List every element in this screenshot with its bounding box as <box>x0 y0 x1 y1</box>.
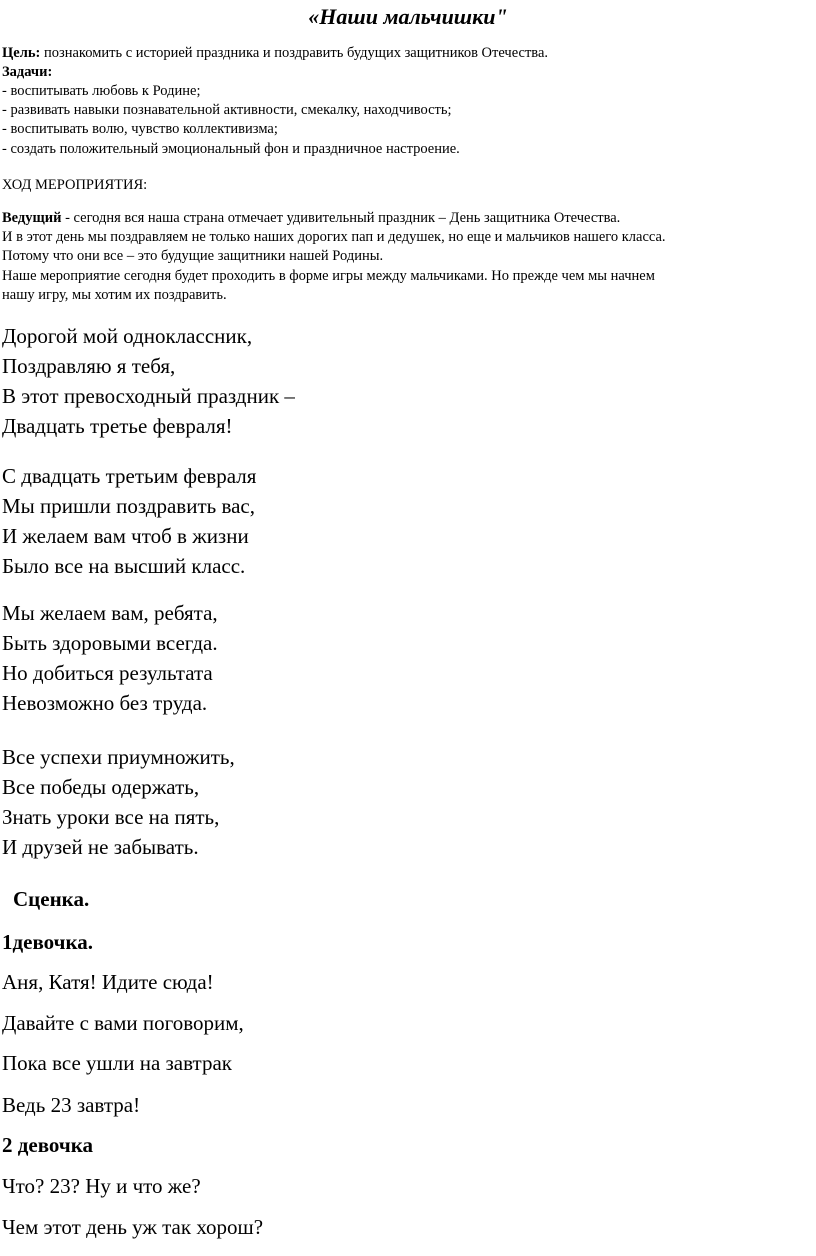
goal-label: Цель: <box>2 45 41 61</box>
girl2-label: 2 девочка <box>2 1133 93 1157</box>
host-line: нашу игру, мы хотим их поздравить. <box>2 287 227 303</box>
dialogue-line: Чем этот день уж так хорош? <box>2 1215 264 1239</box>
poem-line: Было все на высший класс. <box>2 554 246 578</box>
host-line: И в этот день мы поздравляем не только наших дорогих пап и дедушек, но еще и мальчиков нашего класса. <box>2 229 666 245</box>
poem-line: Все победы одержать, <box>2 775 200 799</box>
goal-paragraph <box>2 44 548 63</box>
task-item: - создать положительный эмоциональный фон и праздничное настроение. <box>2 141 460 157</box>
poem-stanza-4 <box>2 742 235 862</box>
poem-line: Все успехи приумножить, <box>2 745 235 769</box>
poem-line: В этот превосходный праздник – <box>2 384 295 408</box>
poem-line: Знать уроки все на пять, <box>2 805 220 829</box>
goal-text: познакомить с историей праздника и поздравить будущих защитников Отечества. <box>40 45 549 61</box>
host-label: Ведущий <box>2 210 62 226</box>
girl1-label: 1девочка. <box>2 930 93 954</box>
event-heading: ХОД МЕРОПРИЯТИЯ: <box>2 177 148 193</box>
poem-stanza-1 <box>2 321 295 441</box>
poem-line: Мы желаем вам, ребята, <box>2 601 218 625</box>
task-item: - воспитывать волю, чувство коллективизма; <box>2 121 278 137</box>
poem-line: С двадцать третьим февраля <box>2 464 257 488</box>
scene-heading: Сценка. <box>13 887 90 911</box>
poem-line: Двадцать третье февраля! <box>2 414 233 438</box>
poem-stanza-3 <box>2 598 218 718</box>
dialogue-line: Аня, Катя! Идите сюда! <box>2 970 214 994</box>
host-paragraph: Ведущий - сегодня вся наша страна отмечает удивительный праздник – День защитника Отечества. <box>2 210 621 226</box>
poem-line: Поздравляю я тебя, <box>2 354 176 378</box>
host-line: Потому что они все – это будущие защитники нашей Родины. <box>2 248 384 264</box>
task-item: - воспитывать любовь к Родине; <box>2 83 201 99</box>
poem-stanza-2 <box>2 461 256 581</box>
host-line: Наше мероприятие сегодня будет проходить в форме игры между мальчиками. Но прежде чем мы начнем <box>2 268 655 284</box>
document-title: «Наши мальчишки" <box>308 4 508 29</box>
dialogue-line: Что? 23? Ну и что же? <box>2 1174 201 1198</box>
dialogue-line: Давайте с вами поговорим, <box>2 1011 244 1035</box>
poem-line: Но добиться результата <box>2 661 213 685</box>
dialogue-line: Ведь 23 завтра! <box>2 1093 141 1117</box>
tasks-label: Задачи: <box>2 64 53 80</box>
poem-line: И желаем вам чтоб в жизни <box>2 524 249 548</box>
poem-line: И друзей не забывать. <box>2 835 199 859</box>
poem-line: Невозможно без труда. <box>2 691 208 715</box>
poem-line: Быть здоровыми всегда. <box>2 631 218 655</box>
poem-line: Дорогой мой одноклассник, <box>2 324 253 348</box>
poem-line: Мы пришли поздравить вас, <box>2 494 255 518</box>
task-item: - развивать навыки познавательной активности, смекалку, находчивость; <box>2 102 452 118</box>
dialogue-line: Пока все ушли на завтрак <box>2 1051 232 1075</box>
